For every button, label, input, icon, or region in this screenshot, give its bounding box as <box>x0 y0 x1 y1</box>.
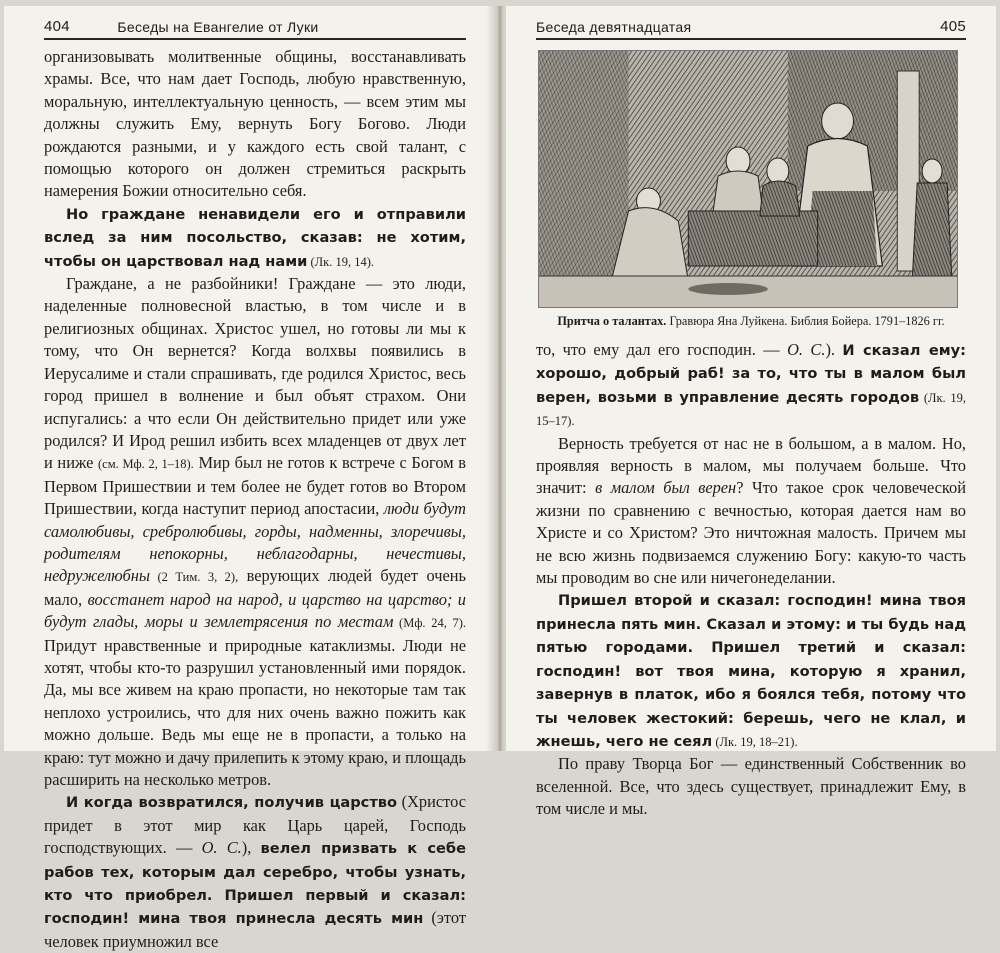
figure-caption <box>536 314 966 329</box>
paragraph <box>44 46 466 203</box>
right-running-title: Беседа девятнадцатая <box>536 19 692 35</box>
body-text: (Христос придет в этот мир как Царь царей, Господь господствующих. — <box>44 792 466 858</box>
right-page-number: 405 <box>940 18 966 35</box>
right-page <box>506 6 996 819</box>
italic-text: восстанет народ на народ, и царство на царство; и будут глады, моры и землетрясения по местам <box>44 589 466 632</box>
body-text: Граждане, а не разбойники! Граждане — это люди, наделенные полновесной властью, в том числе и в религиозных общинах. Христос ушел, но готовы ли мы к тому, что Он вернется? Когда волхвы появились в Иерусалиме и стали спрашивать, где родился Христос, весь город пришел в волнение и был объят страхом. Они испугались: а что если Он действительно придет или уже родился? И Ирод решил избить всех младенцев от двух лет и ниже <box>44 274 466 473</box>
paragraph <box>536 339 966 433</box>
left-running-title: Беседы на Евангелие от Луки <box>117 19 319 35</box>
body-text: Мир был не готов к встрече с Богом в Первом Пришествии и тем более не будет готов во Втором Пришествии, когда наступит период апостасии, <box>44 453 467 519</box>
scripture-reference: (Мф. 24, 7). <box>393 616 466 631</box>
paragraph <box>44 791 466 953</box>
left-body-text <box>44 46 466 953</box>
engraving-illustration-icon <box>538 50 958 308</box>
body-text: то, что ему дал его господин. — <box>536 340 788 359</box>
scripture-reference: (см. Мф. 2, 1–18). <box>98 457 194 472</box>
italic-text: О. С. <box>787 340 826 359</box>
caption-details: Гравюра Яна Луйкена. Библия Бойера. 1791–1826 гг. <box>666 314 945 328</box>
body-text: По праву Творца Бог — единственный Собственник во вселенной. Все, что здесь существует, принадлежит Ему, в том числе и мы. <box>536 754 966 819</box>
paragraph <box>536 433 966 590</box>
left-running-head <box>44 18 466 40</box>
body-text: Придут нравственные и природные катаклизмы. Люди не хотят, чтобы кто-то разрушил установленный ими порядок. Да, мы все живем на краю пропасти, но некоторые там так неплохо устроились, что для них очень важно пожить как можно дольше. Ведь мы еще не в пропасти, а только на краю: тут можно и дачу прилепить к этому краю, и площадь расширить на несколько метров. <box>44 635 466 789</box>
body-text: (этот человек приумножил все <box>44 908 466 951</box>
paragraph <box>44 203 466 273</box>
scripture-quote: велел призвать к себе рабов тех, которым дал серебро, чтобы узнать, кто что приобрел. Пришел первый и сказал: господин! мина твоя принесла десять мин <box>44 840 467 928</box>
right-running-head <box>536 18 966 40</box>
italic-text: люди будут самолюбивы, сребролюбивы, горды, надменны, злоречивы, родителям непокорны, неблагодарны, нечестивы, недружелюбны <box>44 499 466 586</box>
body-text: ), <box>241 838 261 858</box>
left-page-number: 404 <box>44 18 70 35</box>
body-text: организовывать молитвенные общины, восстанавливать храмы. Все, что нам дает Господь, любую нравственную, моральную, интеллектуальную ценность, — всем этим мы должны служить Ему, вернуть Богу Богово. Люди рождаются разными, и у каждого есть свой талант, с помощью которого он должен стремиться раскрыть намерения Божии относительно себя. <box>44 47 466 201</box>
paragraph <box>536 753 966 820</box>
italic-text: О. С. <box>201 838 242 858</box>
left-page <box>4 6 494 951</box>
italic-text: в малом был верен <box>595 478 737 498</box>
caption-title: Притча о талантах. <box>557 314 667 328</box>
paragraph <box>44 273 466 791</box>
body-text: Верность требуется от нас не в большом, а в малом. Но, проявляя верность в малом, мы получаем больше. Что значит: <box>536 433 966 498</box>
scripture-reference: (Лк. 19, 18–21). <box>712 734 798 749</box>
scripture-reference: (Лк. 19, 14). <box>307 254 375 269</box>
scripture-reference: (Лк. 19, 15–17). <box>536 390 966 429</box>
body-text: верующих людей будет очень мало, <box>44 566 467 609</box>
paragraph <box>536 589 966 753</box>
right-body-text <box>536 339 966 821</box>
body-text: ? Что такое срок человеческой жизни по сравнению с вечностью, которая дается нам во Христе и со Христом? Это ничтожная малость. Причем мы не всю жизнь подвизаемся служению Богу: какую-то часть мы проводим во сне или ничегонеделании. <box>536 478 966 588</box>
scripture-quote: Но граждане ненавидели его и отправили вслед за ним посольство, сказав: не хотим, чтобы он царствовал над нами <box>44 205 466 270</box>
scripture-quote: И сказал ему: хорошо, добрый раб! за то, что ты в малом был верен, возьми в управление десять городов <box>536 342 967 406</box>
body-text: ). <box>825 340 843 359</box>
scripture-reference: (2 Тим. 3, 2), <box>150 570 239 585</box>
scripture-quote: Пришел второй и сказал: господин! мина твоя принесла пять мин. Сказал и этому: и ты будь над пятью городами. Пришел третий и сказал: господин! вот твоя мина, которую я хранил, завернув в платок, ибо я боялся тебя, потому что ты человек жестокий: берешь, чего не клал, и жнешь, чего не сеял <box>536 592 966 750</box>
scripture-quote: И когда возвратился, получив царство <box>66 794 398 812</box>
